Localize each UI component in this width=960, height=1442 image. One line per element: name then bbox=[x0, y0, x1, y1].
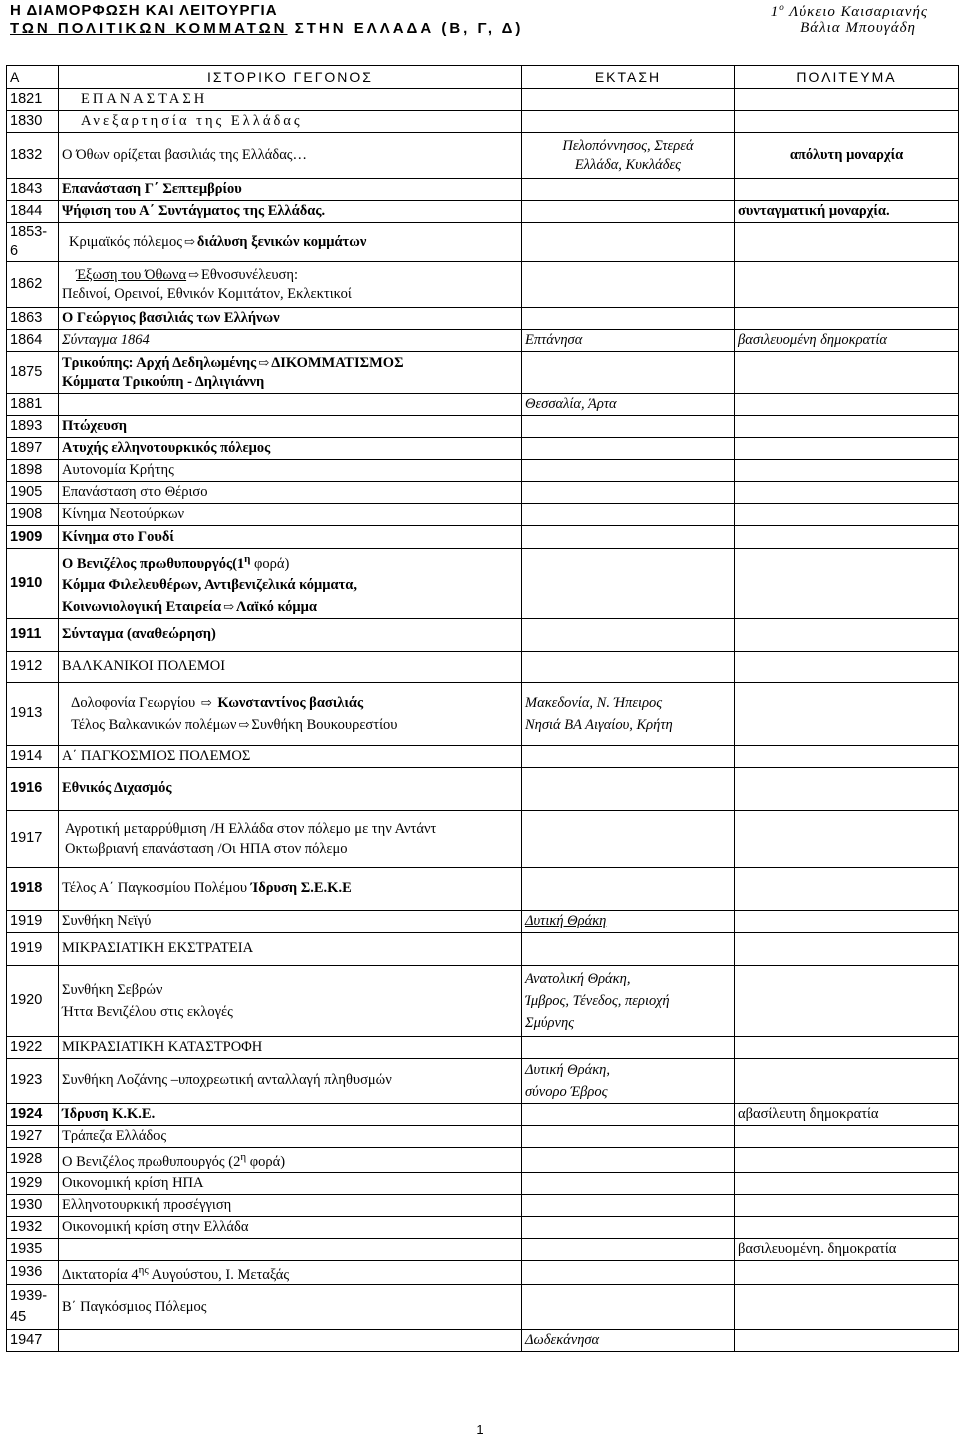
event-cell: Συνθήκη Λοζάνης –υποχρεωτική ανταλλαγή πληθυσμών bbox=[59, 1058, 522, 1103]
regime-cell bbox=[735, 1058, 959, 1103]
regime-cell bbox=[735, 682, 959, 745]
event-line: Πεδινοί, Ορεινοί, Εθνικόν Κομιτάτον, Εκλεκτικοί bbox=[62, 286, 352, 302]
table-row bbox=[7, 1285, 959, 1330]
event-text: Αυγούστου, Ι. Μεταξάς bbox=[148, 1266, 290, 1283]
extent-line: Πελοπόννησος, Στερεά bbox=[562, 137, 694, 154]
event-cell: Ο Γεώργιος βασιλιάς των Ελλήνων bbox=[59, 308, 522, 330]
arrow-right-icon: ⇨ bbox=[258, 355, 270, 370]
year-cell: 1914 bbox=[7, 745, 59, 767]
regime-cell bbox=[735, 1194, 959, 1216]
event-cell: Α΄ ΠΑΓΚΟΣΜΙΟΣ ΠΟΛΕΜΟΣ bbox=[59, 745, 522, 767]
year-cell: 1922 bbox=[7, 1036, 59, 1058]
regime-cell bbox=[735, 965, 959, 1036]
event-ordinal: ης bbox=[138, 1263, 149, 1276]
extent-cell bbox=[522, 416, 735, 438]
arrow-right-icon: ⇨ bbox=[238, 716, 250, 732]
event-text: Κωνσταντίνος βασιλιάς bbox=[217, 694, 364, 711]
year-cell: 1920 bbox=[7, 965, 59, 1036]
extent-line: Δυτική Θράκη, bbox=[525, 1061, 610, 1078]
event-cell: Πτώχευση bbox=[59, 416, 522, 438]
year-cell: 1919 bbox=[7, 932, 59, 965]
extent-cell bbox=[522, 1238, 735, 1260]
school-ordinal: ο bbox=[779, 2, 785, 12]
regime-cell bbox=[735, 1172, 959, 1194]
regime-cell: βασιλευομένη. δημοκρατία bbox=[735, 1238, 959, 1260]
year-cell bbox=[7, 223, 59, 262]
event-cell: Οικονομική κρίση ΗΠΑ bbox=[59, 1172, 522, 1194]
regime-cell bbox=[735, 618, 959, 651]
event-cell bbox=[59, 1238, 522, 1260]
event-cell bbox=[59, 549, 522, 619]
event-cell: Ατυχής ελληνοτουρκικός πόλεμος bbox=[59, 438, 522, 460]
year-cell: 1821 bbox=[7, 89, 59, 111]
event-ordinal: η bbox=[244, 553, 251, 565]
table-row bbox=[7, 1216, 959, 1238]
school-label: Λύκειο Καισαριανής bbox=[789, 4, 928, 20]
event-line: Αγροτική μεταρρύθμιση /Η Ελλάδα στον πόλεμο με την Αντάντ bbox=[65, 820, 437, 837]
extent-cell bbox=[522, 352, 735, 394]
title-rest: ΣΤΗΝ ΕΛΛΑΔΑ (Β, Γ, Δ) bbox=[294, 20, 524, 37]
regime-cell bbox=[735, 262, 959, 308]
extent-cell bbox=[522, 810, 735, 867]
table-row bbox=[7, 1238, 959, 1260]
event-cell: Σύνταγμα 1864 bbox=[59, 330, 522, 352]
event-text: Τρικούπης: Αρχή Δεδηλωμένης bbox=[62, 355, 257, 371]
year-cell: 1947 bbox=[7, 1330, 59, 1352]
table-row bbox=[7, 651, 959, 682]
school-name bbox=[771, 2, 928, 21]
year-cell: 1862 bbox=[7, 262, 59, 308]
table-row bbox=[7, 526, 959, 549]
table-row bbox=[7, 1194, 959, 1216]
extent-cell bbox=[522, 460, 735, 482]
column-header-regime: ΠΟΛΙΤΕΥΜΑ bbox=[735, 66, 959, 89]
year-cell: 1917 bbox=[7, 810, 59, 867]
event-text: Εθνοσυνέλευση: bbox=[201, 267, 298, 283]
event-text: Δολοφονία Γεωργίου bbox=[71, 694, 196, 711]
event-text: Ο Βενιζέλος πρωθυπουργός(1 bbox=[62, 555, 245, 572]
regime-cell bbox=[735, 482, 959, 504]
table-row bbox=[7, 179, 959, 201]
regime-cell bbox=[735, 1147, 959, 1172]
extent-cell bbox=[522, 308, 735, 330]
event-text: διάλυση ξενικών κομμάτων bbox=[196, 234, 367, 250]
event-cell: ΜΙΚΡΑΣΙΑΤΙΚΗ ΚΑΤΑΣΤΡΟΦΗ bbox=[59, 1036, 522, 1058]
extent-cell bbox=[522, 767, 735, 810]
regime-cell bbox=[735, 867, 959, 910]
column-header-year: Α bbox=[7, 66, 59, 89]
event-cell: Ίδρυση Κ.Κ.Ε. bbox=[59, 1103, 522, 1125]
table-row bbox=[7, 504, 959, 526]
table-row bbox=[7, 330, 959, 352]
extent-cell: Επτάνησα bbox=[522, 330, 735, 352]
year-line: 45 bbox=[10, 1309, 27, 1326]
year-cell bbox=[7, 1285, 59, 1330]
column-header-event: ΙΣΤΟΡΙΚΟ ΓΕΓΟΝΟΣ bbox=[59, 66, 522, 89]
event-text: Δικτατορία 4 bbox=[62, 1266, 139, 1283]
extent-line: Νησιά ΒΑ Αιγαίου, Κρήτη bbox=[525, 716, 673, 733]
extent-cell bbox=[522, 89, 735, 111]
extent-cell bbox=[522, 482, 735, 504]
year-cell: 1830 bbox=[7, 111, 59, 133]
year-cell: 1936 bbox=[7, 1260, 59, 1285]
school-number: 1 bbox=[770, 4, 780, 20]
regime-cell bbox=[735, 1216, 959, 1238]
extent-cell bbox=[522, 1036, 735, 1058]
event-line: Συνθήκη Σεβρών bbox=[62, 981, 163, 998]
regime-cell: αβασίλευτη δημοκρατία bbox=[735, 1103, 959, 1125]
table-row bbox=[7, 133, 959, 179]
event-cell bbox=[59, 394, 522, 416]
year-cell: 1908 bbox=[7, 504, 59, 526]
regime-cell: βασιλευομένη δημοκρατία bbox=[735, 330, 959, 352]
year-cell: 1910 bbox=[7, 549, 59, 619]
year-cell: 1832 bbox=[7, 133, 59, 179]
extent-cell bbox=[522, 1147, 735, 1172]
extent-cell bbox=[522, 133, 735, 179]
event-cell: ΕΠΑΝΑΣΤΑΣΗ bbox=[59, 89, 522, 111]
extent-cell bbox=[522, 1216, 735, 1238]
year-cell: 1923 bbox=[7, 1058, 59, 1103]
regime-cell bbox=[735, 1285, 959, 1330]
extent-cell bbox=[522, 682, 735, 745]
event-text: Κριμαϊκός πόλεμος bbox=[69, 234, 182, 250]
table-row bbox=[7, 932, 959, 965]
event-cell bbox=[59, 965, 522, 1036]
event-line: Οκτωβριανή επανάσταση /Οι ΗΠΑ στον πόλεμο bbox=[65, 840, 348, 857]
extent-cell bbox=[522, 965, 735, 1036]
event-cell: Συνθήκη Νεϊγύ bbox=[59, 910, 522, 932]
extent-cell bbox=[522, 1125, 735, 1147]
year-line: 1939- bbox=[10, 1288, 48, 1305]
table-row bbox=[7, 1125, 959, 1147]
year-line: 1853- bbox=[10, 224, 48, 240]
year-cell: 1929 bbox=[7, 1172, 59, 1194]
table-row bbox=[7, 460, 959, 482]
table-row bbox=[7, 1172, 959, 1194]
table-row bbox=[7, 1147, 959, 1172]
extent-cell bbox=[522, 867, 735, 910]
year-cell: 1881 bbox=[7, 394, 59, 416]
event-cell: Κίνημα Νεοτούρκων bbox=[59, 504, 522, 526]
event-cell bbox=[59, 262, 522, 308]
extent-cell bbox=[522, 618, 735, 651]
regime-cell bbox=[735, 526, 959, 549]
year-cell: 1924 bbox=[7, 1103, 59, 1125]
extent-cell bbox=[522, 1172, 735, 1194]
year-cell: 1844 bbox=[7, 201, 59, 223]
regime-cell bbox=[735, 767, 959, 810]
event-text: ΔΙΚΟΜΜΑΤΙΣΜΟΣ bbox=[271, 355, 404, 371]
table-row bbox=[7, 201, 959, 223]
event-text: φορά) bbox=[250, 555, 290, 572]
year-cell: 1875 bbox=[7, 352, 59, 394]
regime-cell bbox=[735, 745, 959, 767]
table-row bbox=[7, 223, 959, 262]
extent-cell bbox=[522, 526, 735, 549]
event-cell: Εθνικός Διχασμός bbox=[59, 767, 522, 810]
year-cell: 1927 bbox=[7, 1125, 59, 1147]
regime-cell bbox=[735, 504, 959, 526]
event-text: Λαϊκό κόμμα bbox=[236, 598, 317, 615]
event-cell: Επανάσταση στο Θέρισο bbox=[59, 482, 522, 504]
regime-cell bbox=[735, 223, 959, 262]
table-row bbox=[7, 308, 959, 330]
table-row bbox=[7, 549, 959, 619]
extent-cell bbox=[522, 179, 735, 201]
year-cell: 1897 bbox=[7, 438, 59, 460]
document-title-line2 bbox=[10, 20, 523, 37]
year-cell: 1912 bbox=[7, 651, 59, 682]
extent-line: Ίμβρος, Τένεδος, περιοχή bbox=[525, 992, 670, 1009]
event-line: Κόμματα Τρικούπη - Δηλιγιάννη bbox=[62, 374, 265, 390]
event-cell: Οικονομική κρίση στην Ελλάδα bbox=[59, 1216, 522, 1238]
regime-cell bbox=[735, 438, 959, 460]
table-row bbox=[7, 1330, 959, 1352]
table-row bbox=[7, 352, 959, 394]
page-number: 1 bbox=[476, 1422, 484, 1437]
year-cell: 1843 bbox=[7, 179, 59, 201]
event-text: Τέλος Α΄ Παγκοσμίου Πολέμου bbox=[62, 880, 248, 897]
regime-cell bbox=[735, 810, 959, 867]
event-line: Κόμμα Φιλελευθέρων, Αντιβενιζελικά κόμματα, bbox=[62, 576, 357, 593]
title-underlined-part: ΤΩΝ ΠΟΛΙΤΙΚΩΝ ΚΟΜΜΑΤΩΝ bbox=[10, 20, 288, 37]
regime-cell bbox=[735, 352, 959, 394]
regime-cell bbox=[735, 89, 959, 111]
event-text: Τέλος Βαλκανικών πολέμων bbox=[71, 716, 237, 733]
extent-cell bbox=[522, 111, 735, 133]
event-cell: Σύνταγμα (αναθεώρηση) bbox=[59, 618, 522, 651]
regime-cell bbox=[735, 1125, 959, 1147]
event-cell: ΒΑΛΚΑΝΙΚΟΙ ΠΟΛΕΜΟΙ bbox=[59, 651, 522, 682]
event-cell: Ψήφιση του Α΄ Συντάγματος της Ελλάδας. bbox=[59, 201, 522, 223]
regime-cell bbox=[735, 308, 959, 330]
event-cell bbox=[59, 867, 522, 910]
table-row bbox=[7, 682, 959, 745]
year-cell: 1893 bbox=[7, 416, 59, 438]
arrow-right-icon: ⇨ bbox=[223, 598, 235, 614]
extent-cell bbox=[522, 1058, 735, 1103]
table-row bbox=[7, 965, 959, 1036]
regime-cell bbox=[735, 651, 959, 682]
regime-cell bbox=[735, 1036, 959, 1058]
regime-cell: απόλυτη μοναρχία bbox=[735, 133, 959, 179]
page-header bbox=[10, 2, 956, 38]
extent-cell bbox=[522, 932, 735, 965]
extent-cell bbox=[522, 504, 735, 526]
event-cell bbox=[59, 1260, 522, 1285]
extent-cell bbox=[522, 1285, 735, 1330]
table-row bbox=[7, 1058, 959, 1103]
table-row bbox=[7, 111, 959, 133]
table-row bbox=[7, 416, 959, 438]
year-cell: 1905 bbox=[7, 482, 59, 504]
table-row bbox=[7, 89, 959, 111]
event-text: φορά) bbox=[246, 1153, 286, 1170]
year-line: 6 bbox=[10, 243, 19, 259]
extent-line: Ελλάδα, Κυκλάδες bbox=[574, 156, 682, 173]
year-cell: 1909 bbox=[7, 526, 59, 549]
regime-cell: συνταγματική μοναρχία. bbox=[735, 201, 959, 223]
table-header-row bbox=[7, 66, 959, 89]
arrow-right-icon: ⇨ bbox=[188, 267, 199, 282]
extent-cell bbox=[522, 201, 735, 223]
event-text: Ο Βενιζέλος πρωθυπουργός (2 bbox=[62, 1153, 241, 1170]
event-ordinal: η bbox=[240, 1150, 247, 1163]
event-cell bbox=[59, 1147, 522, 1172]
year-cell: 1932 bbox=[7, 1216, 59, 1238]
event-cell: Ο Όθων ορίζεται βασιλιάς της Ελλάδας… bbox=[59, 133, 522, 179]
extent-cell bbox=[522, 262, 735, 308]
table-row bbox=[7, 438, 959, 460]
event-cell: ΜΙΚΡΑΣΙΑΤΙΚΗ ΕΚΣΤΡΑΤΕΙΑ bbox=[59, 932, 522, 965]
extent-cell bbox=[522, 1103, 735, 1125]
event-cell: Τράπεζα Ελλάδος bbox=[59, 1125, 522, 1147]
regime-cell bbox=[735, 111, 959, 133]
year-cell: 1911 bbox=[7, 618, 59, 651]
event-cell: Αυτονομία Κρήτης bbox=[59, 460, 522, 482]
extent-line: σύνορο Έβρος bbox=[525, 1083, 608, 1100]
event-text: Έξωση του Όθωνα bbox=[76, 267, 187, 283]
event-cell: Επανάσταση Γ΄ Σεπτεμβρίου bbox=[59, 179, 522, 201]
regime-cell bbox=[735, 416, 959, 438]
extent-cell bbox=[522, 223, 735, 262]
event-cell: Ανεξαρτησία της Ελλάδας bbox=[59, 111, 522, 133]
extent-cell bbox=[522, 651, 735, 682]
table-row bbox=[7, 1260, 959, 1285]
year-cell: 1918 bbox=[7, 867, 59, 910]
timeline-table bbox=[6, 65, 959, 1352]
extent-cell bbox=[522, 549, 735, 619]
event-cell: Β΄ Παγκόσμιος Πόλεμος bbox=[59, 1285, 522, 1330]
table-row bbox=[7, 394, 959, 416]
year-cell: 1864 bbox=[7, 330, 59, 352]
table-row bbox=[7, 910, 959, 932]
event-text: Κοινωνιολογική Εταιρεία bbox=[62, 598, 222, 615]
table-row bbox=[7, 810, 959, 867]
year-cell: 1898 bbox=[7, 460, 59, 482]
regime-cell bbox=[735, 1330, 959, 1352]
event-cell: Κίνημα στο Γουδί bbox=[59, 526, 522, 549]
table-row bbox=[7, 1036, 959, 1058]
extent-cell bbox=[522, 910, 735, 932]
extent-line: Ανατολική Θράκη, bbox=[525, 970, 631, 987]
event-text: Συνθήκη Βουκουρεστίου bbox=[251, 716, 398, 733]
regime-cell bbox=[735, 460, 959, 482]
year-cell: 1863 bbox=[7, 308, 59, 330]
event-text: Ίδρυση Σ.Ε.Κ.Ε bbox=[250, 880, 352, 897]
year-cell: 1913 bbox=[7, 682, 59, 745]
year-cell: 1928 bbox=[7, 1147, 59, 1172]
year-cell: 1935 bbox=[7, 1238, 59, 1260]
event-line: Ήττα Βενιζέλου στις εκλογές bbox=[62, 1003, 233, 1020]
table-row bbox=[7, 482, 959, 504]
arrow-right-icon: ⇨ bbox=[200, 694, 212, 710]
event-cell: Ελληνοτουρκική προσέγγιση bbox=[59, 1194, 522, 1216]
table-row bbox=[7, 1103, 959, 1125]
extent-cell bbox=[522, 1194, 735, 1216]
event-cell bbox=[59, 810, 522, 867]
year-cell: 1930 bbox=[7, 1194, 59, 1216]
regime-cell bbox=[735, 549, 959, 619]
table-row bbox=[7, 618, 959, 651]
event-cell bbox=[59, 1330, 522, 1352]
author-name: Βάλια Μπουγάδη bbox=[800, 20, 916, 36]
document-title-line1: Η ΔΙΑΜΟΡΦΩΣΗ ΚΑΙ ΛΕΙΤΟΥΡΓΙΑ bbox=[10, 2, 278, 19]
extent-cell bbox=[522, 745, 735, 767]
regime-cell bbox=[735, 910, 959, 932]
regime-cell bbox=[735, 179, 959, 201]
table-row bbox=[7, 767, 959, 810]
extent-line: Σμύρνης bbox=[525, 1014, 575, 1031]
extent-cell: Θεσσαλία, Άρτα bbox=[522, 394, 735, 416]
column-header-extent: ΕΚΤΑΣΗ bbox=[522, 66, 735, 89]
table-row bbox=[7, 745, 959, 767]
event-cell bbox=[59, 682, 522, 745]
table-row bbox=[7, 262, 959, 308]
extent-line: Μακεδονία, Ν. Ήπειρος bbox=[525, 694, 663, 711]
extent-cell bbox=[522, 438, 735, 460]
extent-text: Δυτική Θράκη bbox=[525, 912, 607, 929]
regime-cell bbox=[735, 394, 959, 416]
event-cell bbox=[59, 352, 522, 394]
year-cell: 1916 bbox=[7, 767, 59, 810]
event-cell bbox=[59, 223, 522, 262]
extent-cell: Δωδεκάνησα bbox=[522, 1330, 735, 1352]
arrow-right-icon: ⇨ bbox=[183, 234, 195, 249]
extent-cell bbox=[522, 1260, 735, 1285]
year-cell: 1919 bbox=[7, 910, 59, 932]
regime-cell bbox=[735, 1260, 959, 1285]
regime-cell bbox=[735, 932, 959, 965]
table-row bbox=[7, 867, 959, 910]
